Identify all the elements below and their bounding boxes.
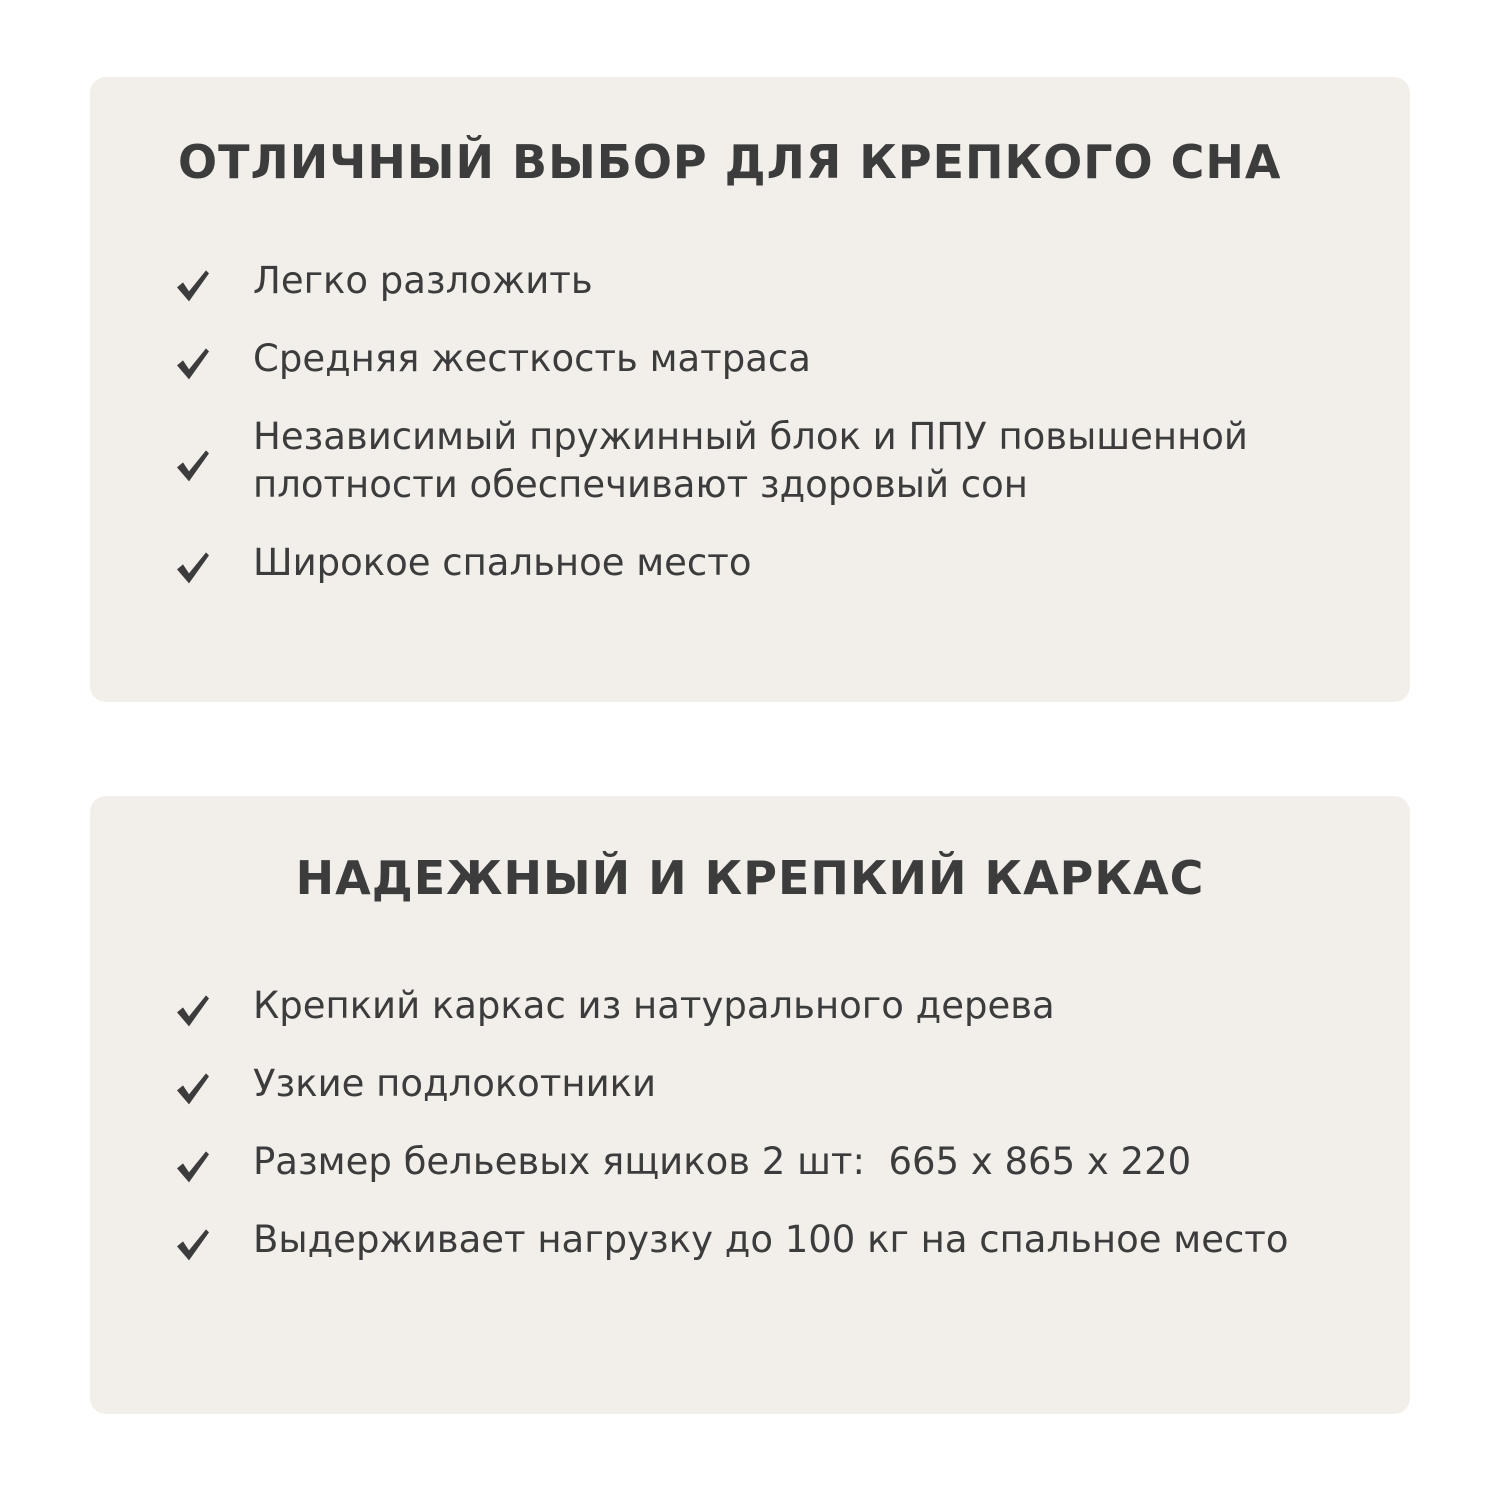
feature-card-sleep	[90, 77, 1410, 702]
feature-card-frame	[90, 796, 1410, 1414]
list-item	[175, 1216, 1370, 1264]
list-item-text: Узкие подлокотники	[253, 1062, 657, 1105]
list-item-text: Независимый пружинный блок и ППУ повышенной плотности обеспечивают здоровый сон	[253, 415, 1248, 506]
list-item-text: Средняя жесткость матраса	[253, 337, 811, 380]
list-item	[175, 335, 1370, 383]
check-icon	[175, 1226, 211, 1262]
list-item-text: Размер бельевых ящиков 2 шт: 665 x 865 x 220	[253, 1140, 1192, 1183]
list-item-text: Крепкий каркас из натурального дерева	[253, 984, 1055, 1027]
list-item-text: Широкое спальное место	[253, 541, 752, 584]
list-item	[175, 1060, 1370, 1108]
list-item	[175, 1138, 1370, 1186]
feature-list	[175, 257, 1370, 617]
list-item	[175, 257, 1370, 305]
check-icon	[175, 549, 211, 585]
list-item	[175, 413, 1370, 509]
check-icon	[175, 447, 211, 483]
check-icon	[175, 267, 211, 303]
check-icon	[175, 1070, 211, 1106]
card-title: НАДЕЖНЫЙ И КРЕПКИЙ КАРКАС	[295, 851, 1205, 905]
feature-list	[175, 982, 1370, 1294]
check-icon	[175, 1148, 211, 1184]
check-icon	[175, 992, 211, 1028]
list-item	[175, 982, 1370, 1030]
list-item	[175, 539, 1370, 587]
list-item-text: Легко разложить	[253, 259, 593, 302]
card-title: ОТЛИЧНЫЙ ВЫБОР ДЛЯ КРЕПКОГО СНА	[178, 135, 1282, 189]
list-item-text: Выдерживает нагрузку до 100 кг на спальное место	[253, 1218, 1289, 1261]
check-icon	[175, 345, 211, 381]
